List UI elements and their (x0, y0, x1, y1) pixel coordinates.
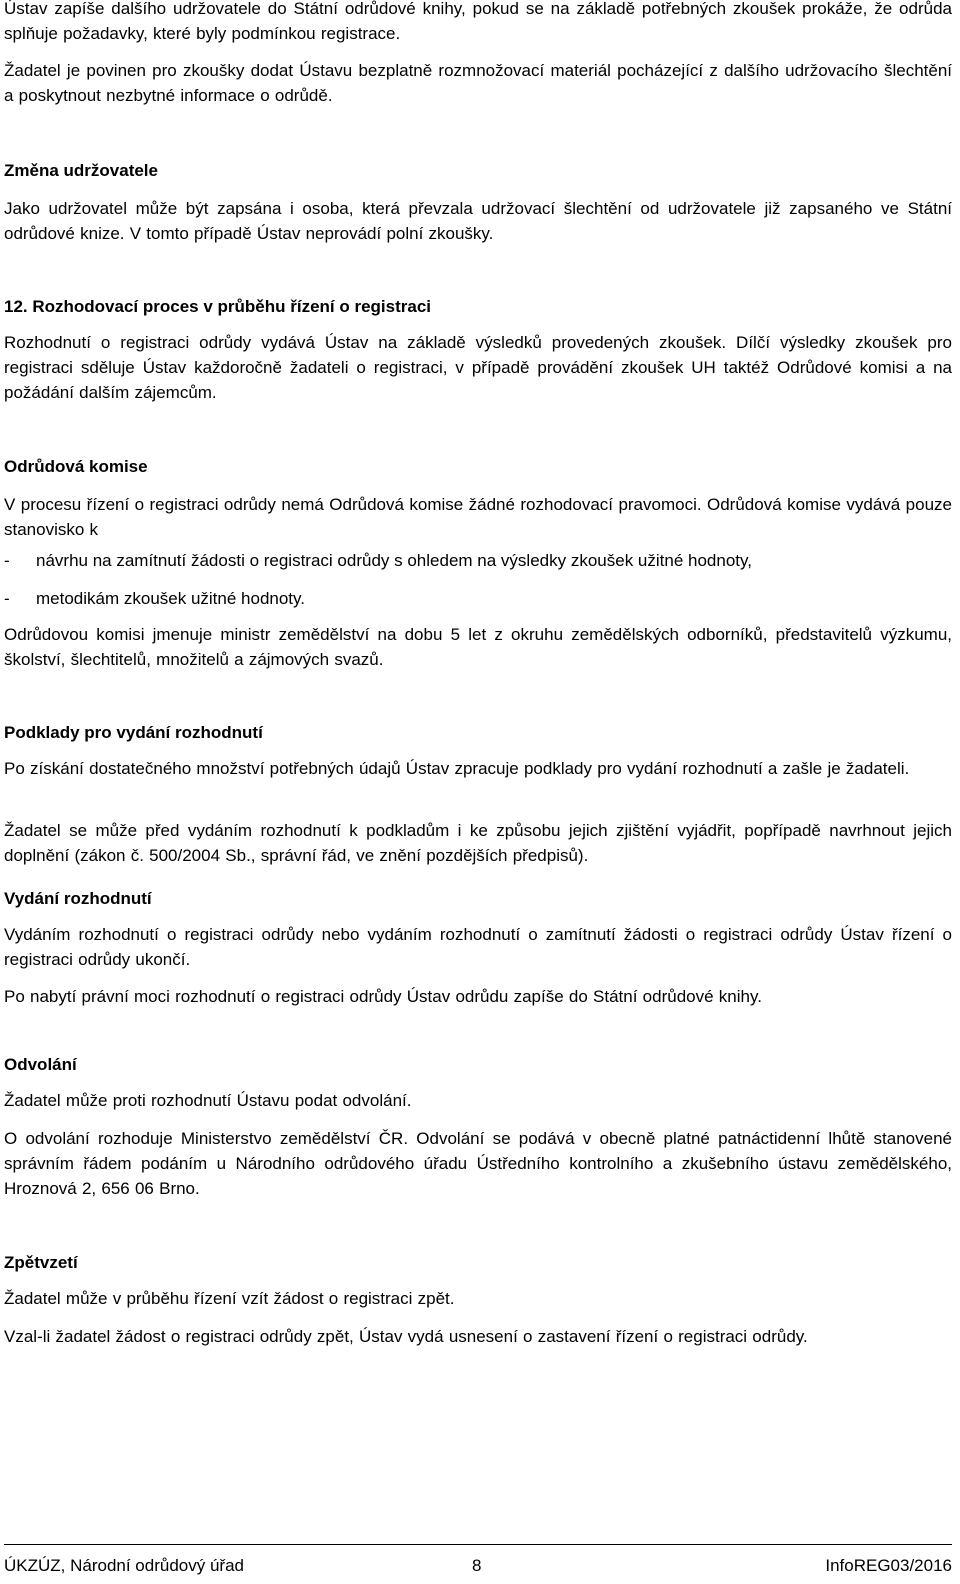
section-heading: Zpětvzetí (4, 1253, 78, 1272)
list-item (4, 586, 952, 611)
paragraph: Žadatel se může před vydáním rozhodnutí k podkladům i ke způsobu jejich zjištění vyjádřit, popřípadě navrhnout jejich doplnění (zákon č. 500/2004 Sb., správní řád, ve znění pozdějších předpisů). (4, 821, 952, 865)
paragraph: Jako udržovatel může být zapsána i osoba, která převzala udržovací šlechtění od udržovatele již zapsaného ve Státní odrůdové knize. V tomto případě Ústav neprovádí polní zkoušky. (4, 199, 952, 243)
paragraph: Ústav zapíše dalšího udržovatele do Státní odrůdové knihy, pokud se na základě potřebných zkoušek prokáže, že odrůda splňuje požadavky, které byly podmínkou registrace. (4, 0, 952, 43)
page-footer (4, 1544, 952, 1577)
list-dash: - (4, 551, 10, 570)
page-number: 8 (472, 1556, 482, 1575)
paragraph: Vzal-li žadatel žádost o registraci odrůdy zpět, Ústav vydá usnesení o zastavení řízení o registraci odrůdy. (4, 1327, 808, 1346)
list-item-text: návrhu na zamítnutí žádosti o registraci odrůdy s ohledem na výsledky zkoušek užitné hodnoty, (36, 551, 752, 570)
paragraph: Po nabytí právní moci rozhodnutí o registraci odrůdy Ústav odrůdu zapíše do Státní odrůdové knihy. (4, 987, 762, 1006)
paragraph: O odvolání rozhoduje Ministerstvo zemědělství ČR. Odvolání se podává v obecně platné patnáctidenní lhůtě stanovené správním řádem podáním u Národního odrůdového úřadu Ústředního kontrolního a zkušebního ústavu zemědělského, Hroznová 2, 656 06 Brno. (4, 1129, 952, 1198)
paragraph: Vydáním rozhodnutí o registraci odrůdy nebo vydáním rozhodnutí o zamítnutí žádosti o registraci odrůdy Ústav řízení o registraci odrůdy ukončí. (4, 925, 952, 969)
footer-document-code: InfoREG03/2016 (825, 1556, 952, 1575)
section-heading: Odrůdová komise (4, 457, 148, 476)
paragraph: Žadatel může proti rozhodnutí Ústavu podat odvolání. (4, 1091, 412, 1110)
paragraph: Rozhodnutí o registraci odrůdy vydává Ústav na základě výsledků provedených zkoušek. Dílčí výsledky zkoušek pro registraci sděluje Ústav každoročně žadateli o registraci, v případě provádění zkoušek UH taktéž Odrůdové komisi a na požádání dalším zájemcům. (4, 333, 952, 402)
section-heading: Změna udržovatele (4, 161, 158, 180)
paragraph: Žadatel může v průběhu řízení vzít žádost o registraci zpět. (4, 1289, 455, 1308)
list-item (4, 548, 952, 573)
paragraph: V procesu řízení o registraci odrůdy nemá Odrůdová komise žádné rozhodovací pravomoci. Odrůdová komise vydává pouze stanovisko k (4, 495, 952, 539)
list-dash: - (4, 589, 10, 608)
paragraph: Po získání dostatečného množství potřebných údajů Ústav zpracuje podklady pro vydání rozhodnutí a zašle je žadateli. (4, 759, 910, 778)
section-heading: Odvolání (4, 1055, 77, 1074)
section-heading: Vydání rozhodnutí (4, 889, 152, 908)
section-heading: 12. Rozhodovací proces v průběhu řízení o registraci (4, 297, 432, 316)
paragraph: Odrůdovou komisi jmenuje ministr zemědělství na dobu 5 let z okruhu zemědělských odborníků, představitelů výzkumu, školství, šlechtitelů, množitelů a zájmových svazů. (4, 625, 952, 669)
list-item-text: metodikám zkoušek užitné hodnoty. (36, 589, 305, 608)
footer-institution: ÚKZÚZ, Národní odrůdový úřad (4, 1556, 244, 1575)
section-heading: Podklady pro vydání rozhodnutí (4, 723, 263, 742)
paragraph: Žadatel je povinen pro zkoušky dodat Ústavu bezplatně rozmnožovací materiál pocházející z dalšího udržovacího šlechtění a poskytnout nezbytné informace o odrůdě. (4, 61, 952, 105)
